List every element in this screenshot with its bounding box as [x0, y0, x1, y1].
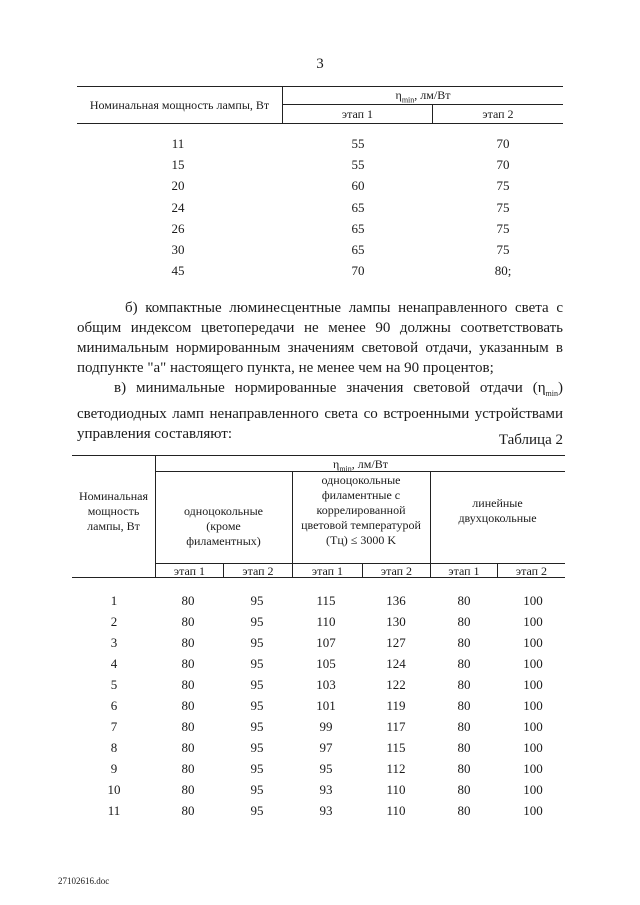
table2-g2-stage2-cell: 136	[386, 593, 406, 608]
table2-power-cell: 1	[110, 593, 118, 608]
table1-power-header: Номинальная мощность лампы, Вт	[89, 98, 270, 112]
table1-power-cell: 30	[171, 242, 185, 257]
table2-g1-stage2-cell: 95	[250, 593, 264, 608]
table2-g3-stage1-cell: 80	[457, 593, 471, 608]
table2-g3-stage2-cell: 100	[523, 803, 543, 818]
table2-g1-stage2-cell: 95	[250, 719, 264, 734]
paragraph-b: б) компактные люминесцентные лампы ненаправленного света с общим индексом цветопередачи не менее 90 должны соответствовать минимальным нормированным значениям световой отдачи, указанным в подпункте "а" настоящего пункта, не менее чем на 90 процентов;	[77, 300, 563, 376]
table2-g1-stage2: этап 2	[242, 564, 274, 578]
paragraph-v: в) минимальные нормированные значения световой отдачи $(\eta_{min})$ светодиодных ламп ненаправленного света со встроенными устройствами управления составляют:	[77, 380, 563, 442]
table2-eta-header: $\eta_{min}$, лм/Вт	[333, 457, 388, 474]
table1-stage1-cell: 55	[351, 157, 365, 172]
table2-power-cell: 6	[110, 698, 118, 713]
table2-power-cell: 10	[107, 782, 121, 797]
table1-stage1-cell: 65	[351, 242, 365, 257]
table2-g2-stage2-cell: 110	[386, 803, 406, 818]
table1-stage2-cell: 70	[496, 136, 510, 151]
table1-stage2-cell: 70	[496, 157, 510, 172]
table1-power-cell: 20	[171, 178, 185, 193]
table1-stage1-cell: 65	[351, 221, 365, 236]
table2-g3-stage2-cell: 100	[523, 593, 543, 608]
table1-stage2-cell: 75	[496, 178, 510, 193]
table2-g3-stage1-cell: 80	[457, 656, 471, 671]
table1-stage1-cell: 70	[351, 263, 365, 278]
table2-g3-stage1-cell: 80	[457, 740, 471, 755]
table2-g2-stage1-cell: 95	[319, 761, 333, 776]
table1-power-cell: 45	[171, 263, 185, 278]
table2-g3-stage1-cell: 80	[457, 803, 471, 818]
table2-power-cell: 4	[110, 656, 118, 671]
table2-g3-stage2-cell: 100	[523, 656, 543, 671]
table2-g1-stage1-cell: 80	[181, 677, 195, 692]
table2-g3-stage2-cell: 100	[523, 719, 543, 734]
table2-g2-stage1: этап 1	[311, 564, 344, 578]
table2-group1-header: одноцокольные (кроме филаментных)	[184, 504, 263, 548]
table2-g1-stage2-cell: 95	[250, 677, 264, 692]
table2-g3-stage2-cell: 100	[523, 677, 543, 692]
table2-g2-stage1-cell: 101	[316, 698, 336, 713]
table2-group3-header: линейные двухцокольные	[458, 496, 537, 525]
table2-g1-stage1-cell: 80	[181, 761, 195, 776]
table2-g3-stage2-cell: 100	[523, 635, 543, 650]
table2-g1-stage1-cell: 80	[181, 635, 195, 650]
table2-caption: Таблица 2	[498, 432, 563, 448]
table2-g3-stage2: этап 2	[515, 564, 548, 578]
table2-g2-stage1-cell: 103	[316, 677, 336, 692]
table2-g2-stage2-cell: 130	[386, 614, 406, 629]
table2-g1-stage1-cell: 80	[181, 656, 195, 671]
table2-g3-stage1-cell: 80	[457, 635, 471, 650]
table2-g3-stage1-cell: 80	[457, 782, 471, 797]
table2-g1-stage1-cell: 80	[181, 614, 195, 629]
table2-power-cell: 2	[110, 614, 118, 629]
table2-g3-stage2-cell: 100	[523, 782, 543, 797]
table1-power-cell: 15	[171, 157, 185, 172]
table2-g2-stage2-cell: 124	[386, 656, 406, 671]
table2-power-cell: 5	[110, 677, 118, 692]
table2-g1-stage2-cell: 95	[250, 614, 264, 629]
table2-g3-stage2-cell: 100	[523, 614, 543, 629]
table2-g1-stage2-cell: 95	[250, 635, 264, 650]
table2-g1-stage2-cell: 95	[250, 656, 264, 671]
document-footer: 27102616.doc	[58, 876, 110, 886]
table2-g1-stage2-cell: 95	[250, 782, 264, 797]
table2-power-cell: 8	[110, 740, 118, 755]
table2-g3-stage1-cell: 80	[457, 614, 471, 629]
table1-stage2-cell: 75	[496, 200, 510, 215]
table2-g2-stage2-cell: 110	[386, 782, 406, 797]
table2-g1-stage2-cell: 95	[250, 761, 264, 776]
table2-g1-stage1-cell: 80	[181, 740, 195, 755]
table2-power-cell: 11	[107, 803, 121, 818]
table2-g2-stage2-cell: 117	[386, 719, 406, 734]
table2-g3-stage1-cell: 80	[457, 698, 471, 713]
table2-g1-stage2-cell: 95	[250, 698, 264, 713]
table2-g3-stage2-cell: 100	[523, 740, 543, 755]
table2-g2-stage1-cell: 115	[316, 593, 336, 608]
table1-power-cell: 11	[171, 136, 185, 151]
table2-g2-stage2-cell: 112	[386, 761, 406, 776]
table1-power-cell: 26	[171, 221, 185, 236]
table2-g3-stage2-cell: 100	[523, 761, 543, 776]
table2-g1-stage2-cell: 95	[250, 740, 264, 755]
table2-g2-stage2-cell: 119	[386, 698, 406, 713]
table1-stage1-header: этап 1	[341, 107, 374, 121]
table2-g2-stage1-cell: 110	[316, 614, 336, 629]
table2-g2-stage2-cell: 115	[386, 740, 406, 755]
table1-stage2-cell: 75	[496, 242, 510, 257]
table2-power-header: Номинальная мощность лампы, Вт	[78, 489, 149, 533]
table2-g2-stage2-cell: 127	[386, 635, 406, 650]
table2-g1-stage1-cell: 80	[181, 719, 195, 734]
table2-g2-stage2: этап 2	[380, 564, 413, 578]
table1-stage2-cell: 75	[496, 221, 510, 236]
table2-g1-stage1-cell: 80	[181, 782, 195, 797]
table2-power-cell: 7	[110, 719, 118, 734]
table2-g1-stage1-cell: 80	[181, 593, 195, 608]
table2-g1-stage1-cell: 80	[181, 698, 195, 713]
table2-g3-stage1-cell: 80	[457, 677, 471, 692]
table2-g2-stage1-cell: 93	[319, 782, 333, 797]
table2-group2-header: одноцокольные филаментные с коррелированной цветовой температурой (Тц) ≤ 3000 K	[301, 473, 421, 547]
table2-g2-stage1-cell: 97	[319, 740, 333, 755]
table2-g2-stage1-cell: 99	[319, 719, 333, 734]
table2-g2-stage1-cell: 107	[316, 635, 336, 650]
table2-power-cell: 3	[110, 635, 118, 650]
table1-stage1-cell: 60	[351, 178, 365, 193]
table2-g2-stage2-cell: 122	[386, 677, 406, 692]
table2-power-cell: 9	[110, 761, 118, 776]
table2-g1-stage1: этап 1	[173, 564, 206, 578]
table1-stage1-cell: 55	[351, 136, 365, 151]
table1-stage2-header: этап 2	[482, 107, 514, 121]
table2-g1-stage1-cell: 80	[181, 803, 195, 818]
table1-eta-header: $\eta_{min}$, лм/Вт	[395, 88, 451, 105]
table1-stage2-cell: 80;	[494, 263, 512, 278]
table2-g3-stage1-cell: 80	[457, 761, 471, 776]
page-number: 3	[316, 56, 324, 72]
table1-stage1-cell: 65	[351, 200, 365, 215]
table2-g3-stage1-cell: 80	[457, 719, 471, 734]
table2-g2-stage1-cell: 105	[316, 656, 336, 671]
table2-g1-stage2-cell: 95	[250, 803, 264, 818]
table2-g3-stage1: этап 1	[448, 564, 480, 578]
table2-g3-stage2-cell: 100	[523, 698, 543, 713]
table2-g2-stage1-cell: 93	[319, 803, 333, 818]
table1-power-cell: 24	[171, 200, 185, 215]
